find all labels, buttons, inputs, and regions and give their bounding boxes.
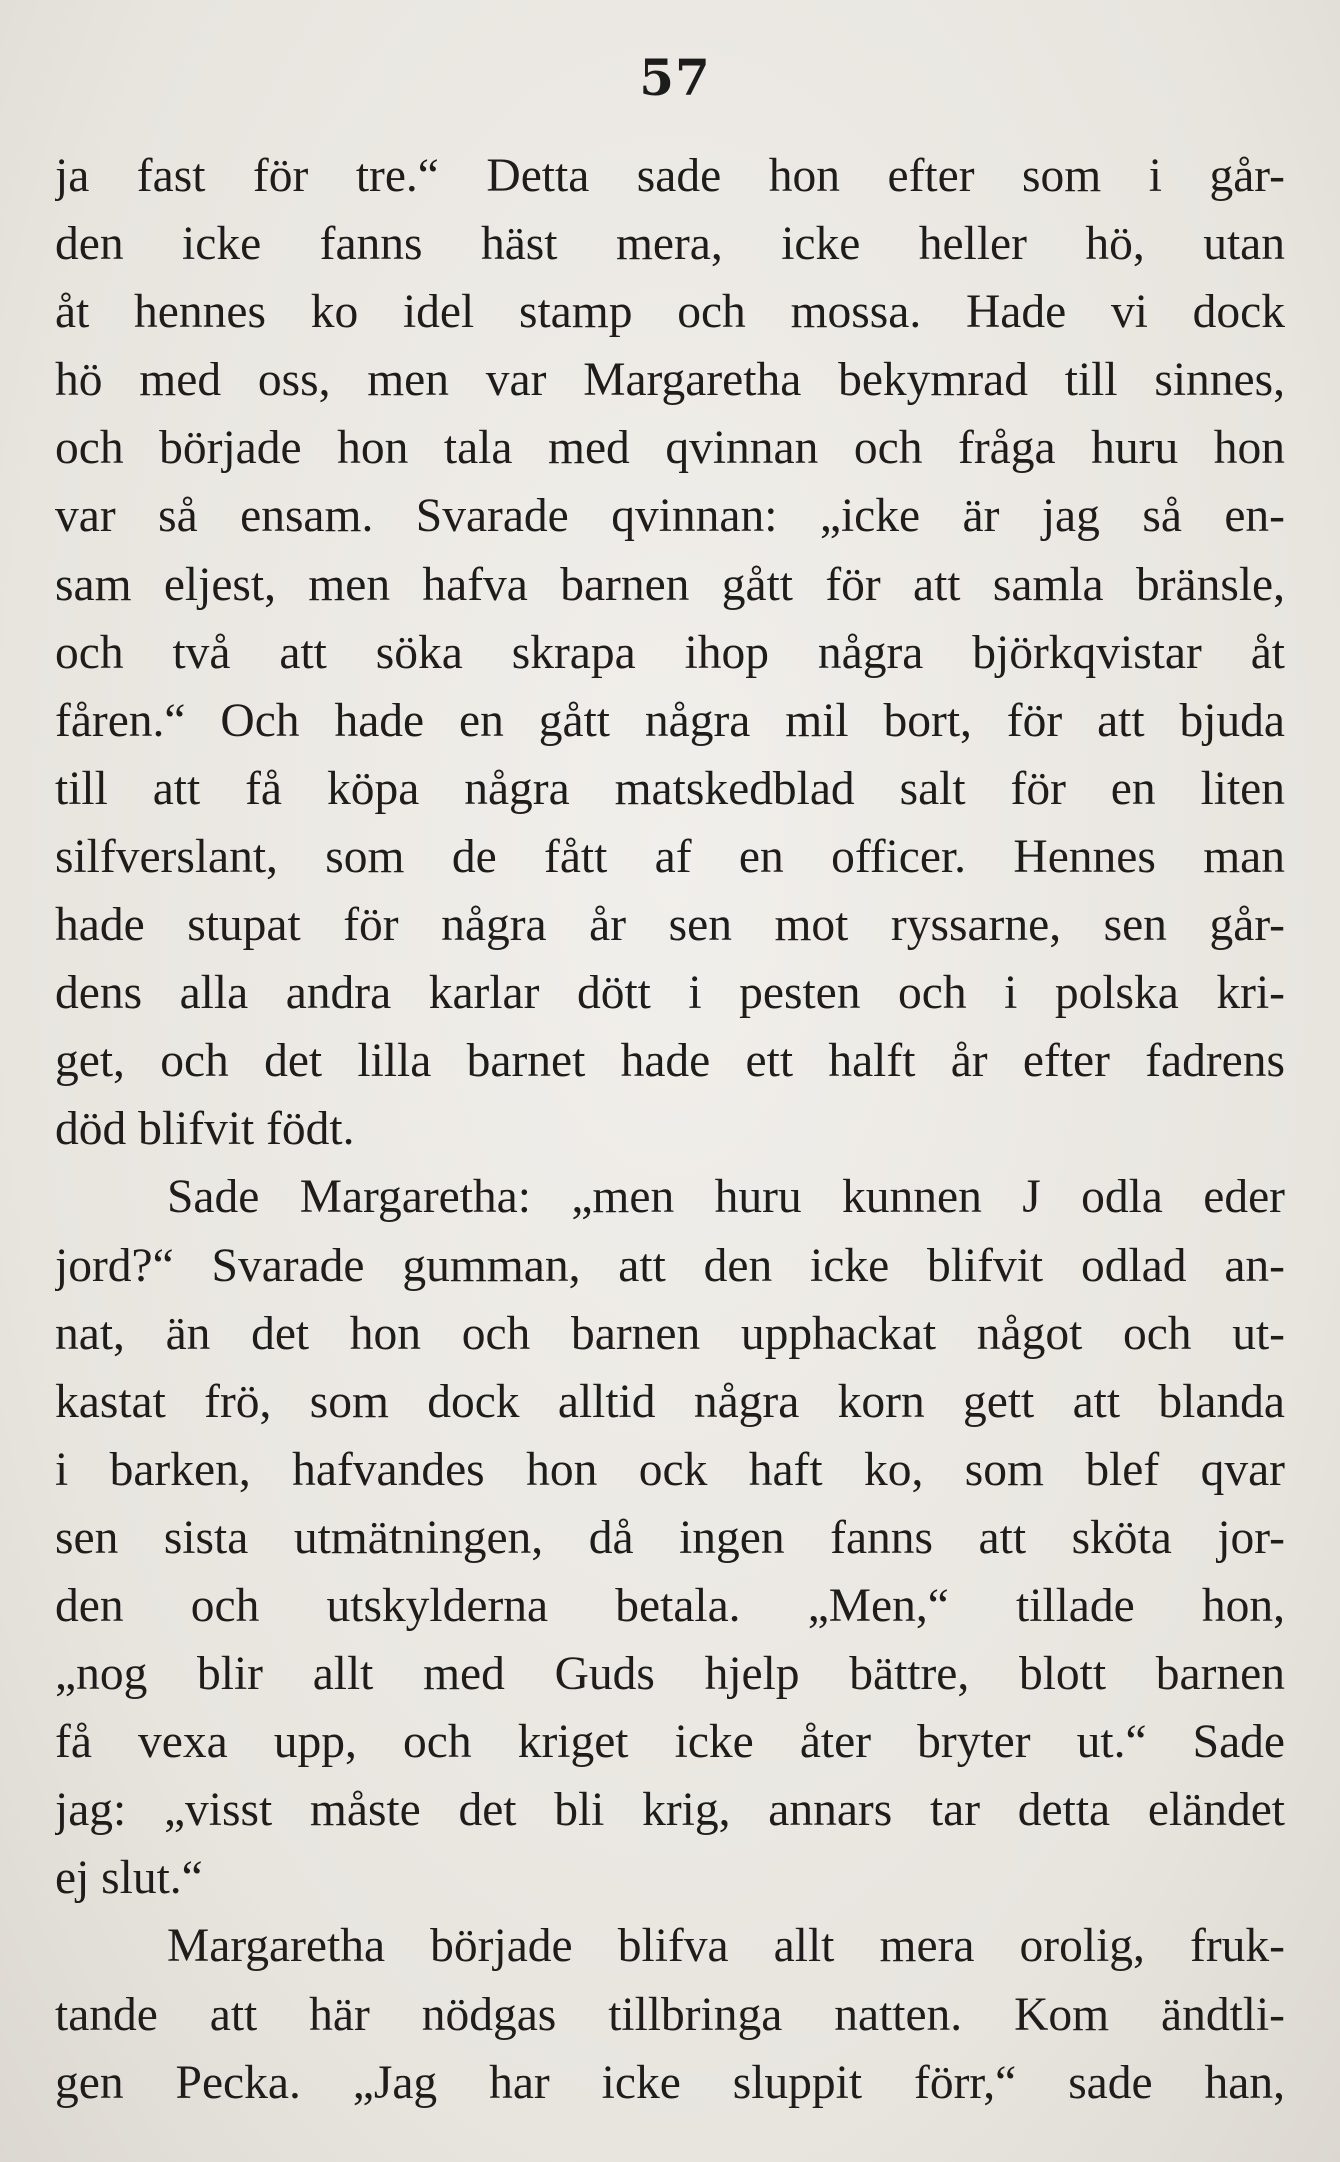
page-number: 57: [639, 48, 711, 107]
text-line: och två att söka skrapa ihop några björkqvistar åt: [55, 626, 1285, 679]
text-line: och började hon tala med qvinnan och fråga huru hon: [55, 422, 1285, 475]
text-line: den icke fanns häst mera, icke heller hö, utan: [55, 218, 1285, 271]
text-line: hö med oss, men var Margaretha bekymrad till sinnes,: [55, 354, 1285, 407]
body-text: [55, 142, 1285, 2117]
text-line: jag: „visst måste det bli krig, annars tar detta eländet: [55, 1784, 1285, 1837]
text-line: Margaretha började blifva allt mera orolig, fruk-: [167, 1920, 1285, 1973]
text-line: silfverslant, som de fått af en officer. Hennes man: [55, 830, 1285, 883]
text-line: var så ensam. Svarade qvinnan: „icke är jag så en-: [55, 490, 1285, 543]
text-line: Sade Margaretha: „men huru kunnen J odla eder: [167, 1171, 1285, 1224]
text-line: ja fast för tre.“ Detta sade hon efter som i går-: [55, 150, 1285, 202]
text-line: till att få köpa några matskedblad salt för en liten: [55, 762, 1285, 815]
text-line: „nog blir allt med Guds hjelp bättre, blott barnen: [55, 1648, 1285, 1701]
text-line: hade stupat för några år sen mot ryssarne, sen går-: [55, 899, 1285, 952]
text-line: gen Pecka. „Jag har icke sluppit förr,“ sade han,: [55, 2056, 1285, 2109]
text-line: död blifvit födt.: [55, 1103, 355, 1156]
text-line: dens alla andra karlar dött i pesten och i polska kri-: [55, 967, 1285, 1020]
text-line: få vexa upp, och kriget icke åter bryter ut.“ Sade: [55, 1716, 1285, 1769]
text-line: åt hennes ko idel stamp och mossa. Hade vi dock: [55, 286, 1285, 339]
text-line: jord?“ Svarade gumman, att den icke blifvit odlad an-: [55, 1239, 1285, 1292]
text-line: den och utskylderna betala. „Men,“ tillade hon,: [55, 1579, 1285, 1632]
text-line: nat, än det hon och barnen upphackat något och ut-: [55, 1307, 1285, 1360]
text-line: fåren.“ Och hade en gått några mil bort, för att bjuda: [55, 694, 1285, 747]
text-line: sam eljest, men hafva barnen gått för att samla bränsle,: [55, 558, 1285, 611]
text-line: get, och det lilla barnet hade ett halft år efter fadrens: [55, 1035, 1285, 1088]
text-line: i barken, hafvandes hon ock haft ko, som blef qvar: [55, 1443, 1285, 1496]
text-line: kastat frö, som dock alltid några korn gett att blanda: [55, 1375, 1285, 1428]
text-line: tande att här nödgas tillbringa natten. Kom ändtli-: [55, 1988, 1285, 2041]
text-line: sen sista utmätningen, då ingen fanns att sköta jor-: [55, 1511, 1285, 1564]
text-line: ej slut.“: [55, 1852, 203, 1905]
